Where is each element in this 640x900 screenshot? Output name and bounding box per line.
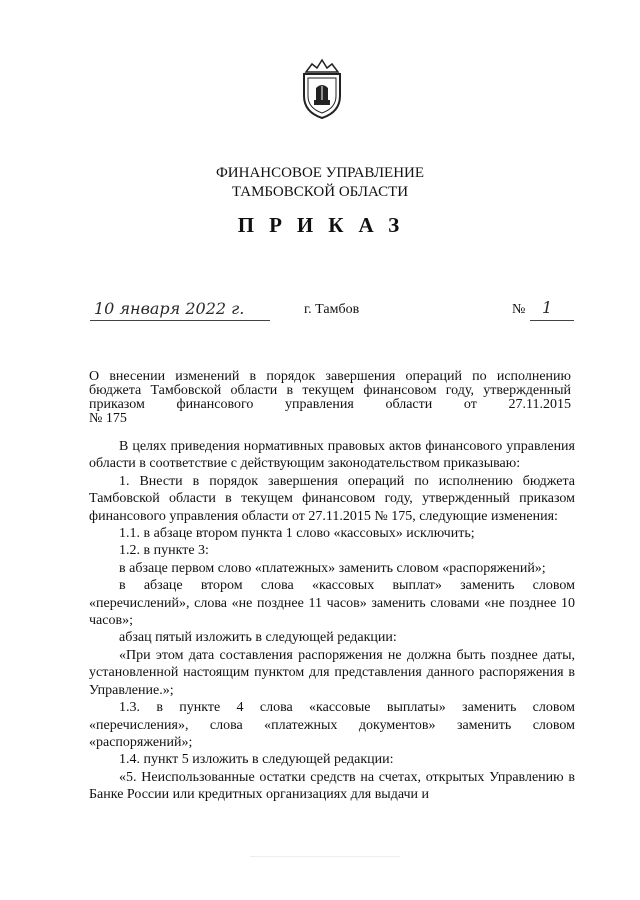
scan-artifact	[250, 856, 400, 857]
city-label: г. Тамбов	[304, 302, 360, 317]
document-type-title: ПРИКАЗ	[237, 213, 415, 237]
tambov-coat-of-arms-icon	[298, 56, 346, 120]
order-body	[89, 438, 575, 804]
body-paragraph: 1.4. пункт 5 изложить в следующей редакции:	[119, 752, 394, 768]
body-paragraph: «При этом дата составления распоряжения не должна быть позднее даты, установленной настоящим пунктом для представления данного распоряжения в Управление.»;	[89, 647, 575, 698]
organization-name: ФИНАНСОВОЕ УПРАВЛЕНИЕ	[215, 165, 425, 181]
number-label: №	[512, 302, 526, 317]
body-paragraph: абзац пятый изложить в следующей редакции:	[119, 630, 397, 646]
body-paragraph: 1.2. в пункте 3:	[119, 543, 209, 559]
subject-line: бюджета Тамбовской области в текущем финансовом году, утвержденный	[89, 383, 571, 398]
body-paragraph: в абзаце втором слова «кассовых выплат» заменить словом «перечислений», слова «не позднее 11 часов» заменить словами «не позднее 10 часов»;	[89, 578, 575, 629]
subject-line: № 175	[89, 411, 127, 426]
organization-region: ТАМБОВСКОЙ ОБЛАСТИ	[231, 184, 409, 200]
body-paragraph: 1. Внести в порядок завершения операций по исполнению бюджета Тамбовской области в текущем финансовом году, утвержденный приказом финансового управления области от 27.11.2015 № 175, следующие изменения:	[89, 473, 575, 524]
handwritten-date: 10 января 2022 г.	[94, 299, 245, 318]
order-subject	[89, 370, 571, 426]
handwritten-number: 1	[542, 298, 553, 317]
subject-line: приказом финансового управления области от 27.11.2015	[89, 397, 571, 412]
body-paragraph: В целях приведения нормативных правовых актов финансового управления области в соответствие с действующим законодательством приказываю:	[89, 439, 575, 472]
date-underline	[90, 320, 270, 321]
body-paragraph: 1.1. в абзаце втором пункта 1 слово «кассовых» исключить;	[119, 526, 475, 542]
number-underline	[530, 320, 574, 321]
body-paragraph: в абзаце первом слово «платежных» заменить словом «распоряжений»;	[119, 560, 546, 576]
subject-line: О внесении изменений в порядок завершения операций по исполнению	[89, 369, 571, 384]
body-paragraph: «5. Неиспользованные остатки средств на счетах, открытых Управлению в Банке России или кредитных организациях для выдачи и	[89, 769, 575, 803]
body-paragraph: 1.3. в пункте 4 слова «кассовые выплаты» заменить словом «перечисления», слова «платежных документов» заменить словом «распоряжений»;	[89, 700, 575, 750]
